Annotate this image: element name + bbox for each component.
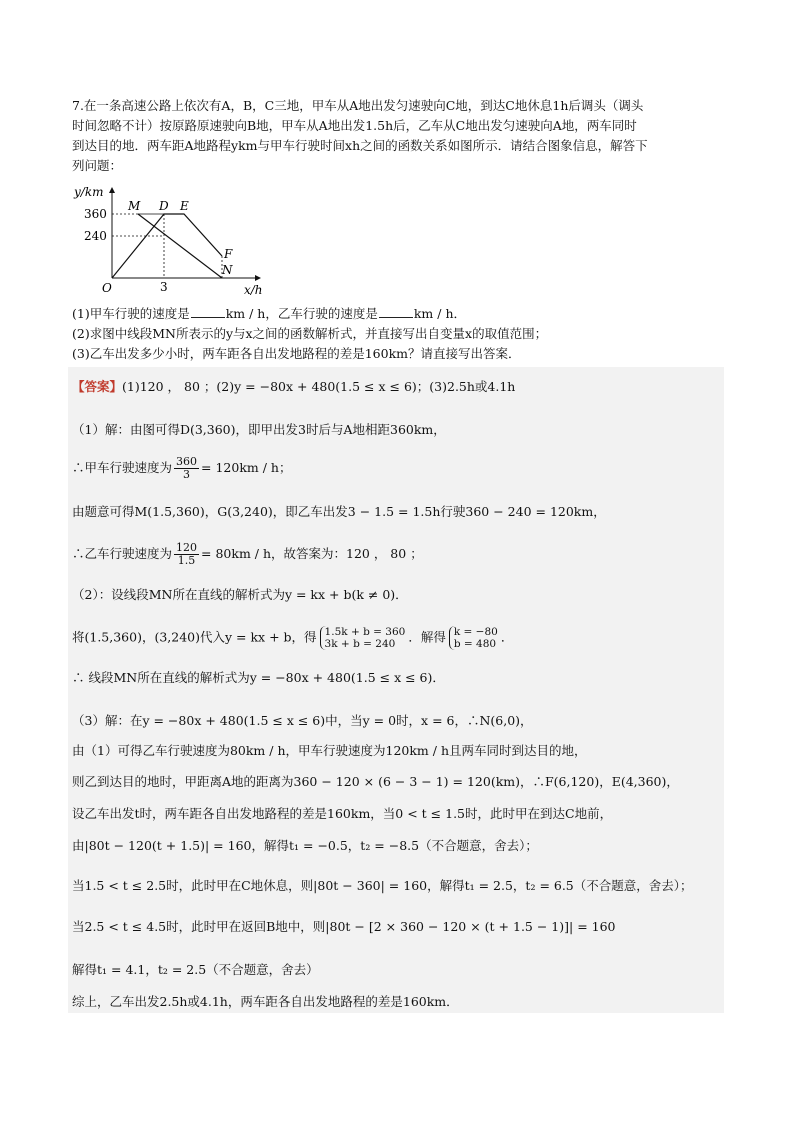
solution-line-6 <box>72 626 720 650</box>
solution-b: b = 480 <box>453 638 497 650</box>
y-tick-360: 360 <box>84 207 107 221</box>
fraction-denominator: 3 <box>183 468 191 481</box>
solution-line-16: 综上，乙车出发2.5h或4.1h，两车距各自出发地路程的差是160km． <box>72 994 459 1009</box>
solution-line-11: 设乙车出发t时，两车距各自出发地路程的差是160km，当0 < t ≤ 1.5时，此时甲在到达C地前， <box>72 806 613 821</box>
solution-line-15: 解得t₁ = 4.1，t₂ = 2.5（不合题意，舍去） <box>72 962 319 977</box>
fraction-numerator: 120 <box>176 541 198 554</box>
solution-line-10: 则乙到达目的地时，甲距离A地的距离为360 − 120 × (6 − 3 − 1) = 120(km)，∴F(6,120)，E(4,360)， <box>72 774 679 789</box>
subquestion-2: (2)求图中线段MN所表示的y与x之间的函数解析式，并直接写出自变量x的取值范围； <box>72 326 548 341</box>
fraction-denominator: 1.5 <box>177 554 196 567</box>
subquestion-1 <box>72 305 732 323</box>
point-M-label: M <box>128 199 141 213</box>
car-yi-path <box>138 214 222 278</box>
solution-line-2 <box>72 456 720 481</box>
fraction-360-3 <box>174 456 199 481</box>
solution-line-5: （2）：设线段MN所在直线的解析式为y = kx + b(k ≠ 0)． <box>72 587 408 602</box>
solution-system <box>449 626 498 650</box>
solution-line-8: （3）解：在y = −80x + 480(1.5 ≤ x ≤ 6)中，当y = 0时，x = 6，∴N(6,0)， <box>72 713 533 728</box>
car-jia-path <box>112 214 222 278</box>
solution-line-13: 当1.5 < t ≤ 2.5时，此时甲在C地休息，则|80t − 360| = 160，解得t₁ = 2.5，t₂ = 6.5（不合题意，舍去）； <box>72 878 693 893</box>
point-F-label: F <box>224 247 233 261</box>
answer-tag: 【答案】 <box>72 379 123 394</box>
solution-line-9: 由（1）可得乙车行驶速度为80km / h，甲车行驶速度为120km / h且两车同时到达目的地， <box>72 743 587 758</box>
solution-line-14: 当2.5 < t ≤ 4.5时，此时甲在返回B地中，则|80t − [2 × 360 − 120 × (t + 1.5 − 1)]| = 160 <box>72 919 616 934</box>
origin-label: O <box>102 281 112 295</box>
equation-system <box>320 626 406 650</box>
answer-summary <box>72 378 720 396</box>
equation-2: 3k + b = 240 <box>324 638 396 650</box>
question-line-4: 列问题： <box>72 158 123 173</box>
point-D-label: D <box>159 199 169 213</box>
solution-line-12: 由|80t − 120(t + 1.5)| = 160，解得t₁ = −0.5，t₂ = −8.5（不合题意，舍去）； <box>72 838 538 853</box>
question-line-2: 时间忽略不计）按原路原速驶向B地，甲车从A地出发1.5h后，乙车从C地出发匀速驶向A地，两车同时 <box>72 118 637 133</box>
x-axis-label: x/h <box>244 283 263 297</box>
solution-line-2-text: ∴甲车行驶速度为 <box>72 460 173 475</box>
fraction-120-1_5 <box>174 542 199 567</box>
solution-line-4-result: = 80km / h，故答案为：120 ， 80 ； <box>201 546 423 561</box>
function-graph <box>72 182 272 302</box>
point-E-label: E <box>180 199 189 213</box>
question-line-1: 7.在一条高速公路上依次有A，B，C三地，甲车从A地出发匀速驶向C地，到达C地休息1h后调头（调头 <box>72 98 644 113</box>
answer-summary-text: (1)120 ， 80 ；(2)y = −80x + 480(1.5 ≤ x ≤ 6)；(3)2.5h或4.1h <box>122 379 516 394</box>
y-tick-240: 240 <box>84 229 107 243</box>
solution-line-6-solve: ．解得 <box>408 629 446 645</box>
equation-1: 1.5k + b = 360 <box>324 626 406 638</box>
solution-line-1: （1）解：由图可得D(3,360)，即甲出发3时后与A地相距360km， <box>72 422 446 437</box>
question-text <box>72 96 724 176</box>
q1-part-b: km / h，乙车行驶的速度是 <box>225 306 378 321</box>
answer-blank-1 <box>191 305 225 318</box>
y-axis-label: y/km <box>74 185 104 199</box>
subquestion-3: (3)乙车出发多少小时，两车距各自出发地路程的差是160km？请直接写出答案． <box>72 346 521 361</box>
q1-part-a: (1)甲车行驶的速度是 <box>72 306 190 321</box>
q1-part-c: km / h． <box>413 306 466 321</box>
solution-line-6-text: 将(1.5,360)，(3,240)代入y = kx + b，得 <box>72 629 317 645</box>
solution-line-2-result: = 120km / h； <box>201 460 292 475</box>
point-N-label: N <box>222 263 233 277</box>
x-tick-3: 3 <box>160 280 168 294</box>
fraction-numerator: 360 <box>176 455 198 468</box>
solution-line-4 <box>72 542 720 567</box>
solution-line-7: ∴ 线段MN所在直线的解析式为y = −80x + 480(1.5 ≤ x ≤ 6)． <box>72 670 445 685</box>
solution-line-3: 由题意可得M(1.5,360)，G(3,240)，即乙车出发3 − 1.5 = 1.5h行驶360 − 240 = 120km， <box>72 504 606 519</box>
question-line-3: 到达目的地．两车距A地路程ykm与甲车行驶时间xh之间的函数关系如图所示．请结合图象信息，解答下 <box>72 138 648 153</box>
solution-line-4-text: ∴乙车行驶速度为 <box>72 546 173 561</box>
solution-k: k = −80 <box>453 626 498 638</box>
solution-line-6-end: ． <box>500 629 514 645</box>
answer-blank-2 <box>379 305 413 318</box>
